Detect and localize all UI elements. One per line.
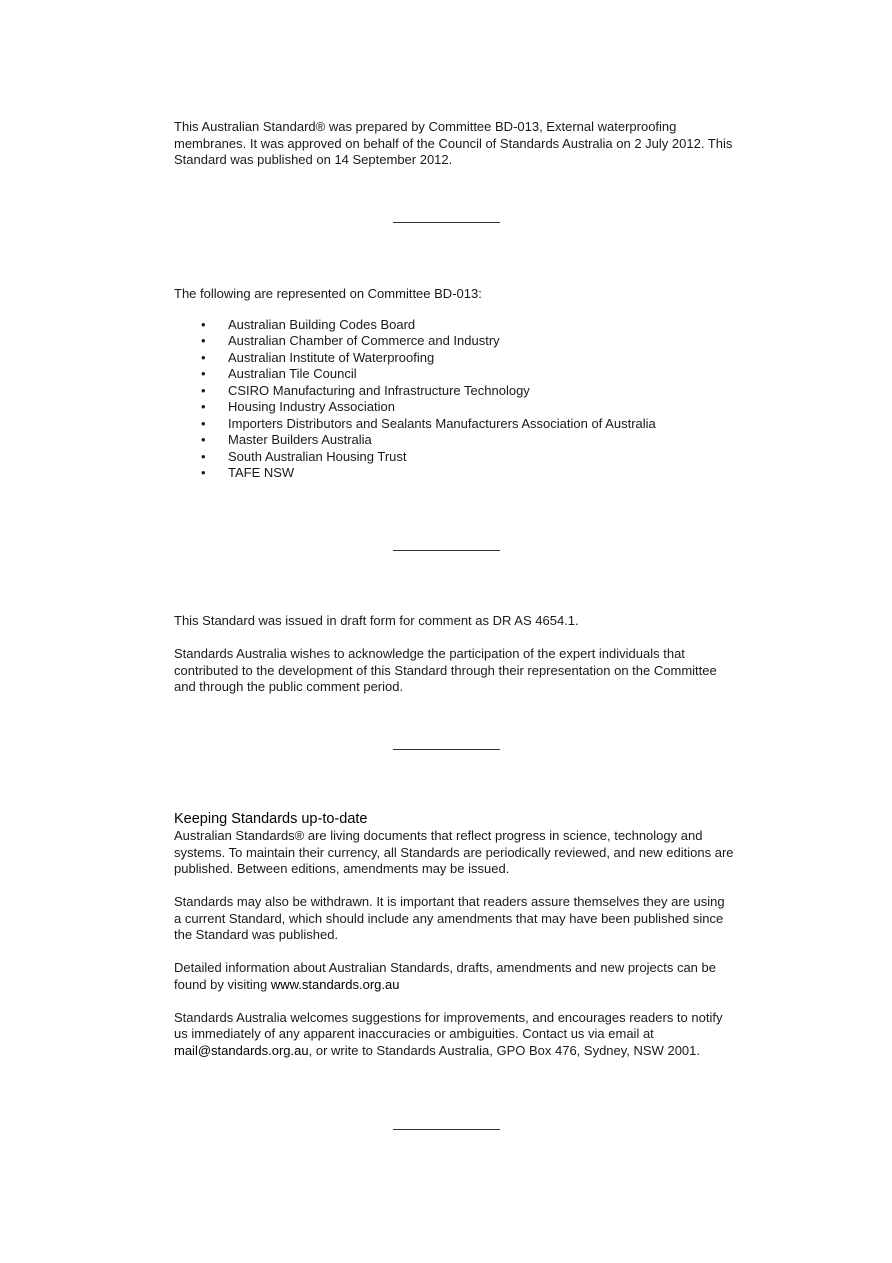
committee-member-list — [174, 317, 734, 482]
committee-section — [174, 286, 734, 482]
detailed-info-paragraph — [174, 960, 734, 993]
section-divider-3 — [393, 749, 500, 750]
bullet-icon: • — [201, 465, 206, 480]
committee-member-item — [174, 416, 734, 433]
bullet-icon: • — [201, 448, 206, 464]
section-divider-4 — [393, 1129, 500, 1130]
committee-member-name: Australian Institute of Waterproofing — [228, 349, 435, 365]
bullet-icon: • — [201, 432, 206, 447]
committee-member-item — [174, 383, 734, 400]
approval-section — [174, 119, 734, 169]
contact-email-link[interactable]: mail@standards.org.au — [174, 1042, 309, 1058]
committee-member-item — [174, 366, 734, 383]
living-documents-paragraph: Australian Standards® are living documents that reflect progress in science, technology and systems. To maintain their currency, all Standards are periodically reviewed, and new editions are published. Between editions, amendments may be issued. — [174, 828, 734, 876]
detailed-info-text: Detailed information about Australian Standards, drafts, amendments and new projects can be found by visiting — [174, 960, 716, 992]
keeping-up-to-date-heading: Keeping Standards up-to-date — [174, 811, 368, 827]
bullet-icon: • — [201, 366, 206, 381]
committee-member-name: CSIRO Manufacturing and Infrastructure Technology — [228, 382, 530, 398]
section-divider-2 — [393, 550, 500, 551]
bullet-icon: • — [201, 333, 206, 348]
committee-member-item — [174, 350, 734, 367]
draft-issued-text: This Standard was issued in draft form for comment as DR AS 4654.1. — [174, 613, 579, 628]
withdrawn-paragraph: Standards may also be withdrawn. It is important that readers assure themselves they are using a current Standard, which should include any amendments that may have been published since the Standard was published. — [174, 894, 725, 942]
bullet-icon: • — [201, 316, 206, 332]
committee-member-name: Australian Building Codes Board — [228, 316, 416, 332]
suggestions-paragraph — [174, 1010, 734, 1060]
committee-member-item — [174, 333, 734, 350]
committee-member-name: Housing Industry Association — [228, 399, 395, 414]
committee-member-item — [174, 399, 734, 416]
bullet-icon: • — [201, 349, 206, 365]
committee-member-item — [174, 465, 734, 482]
keeping-up-to-date-section — [174, 811, 734, 1059]
committee-member-item — [174, 317, 734, 334]
committee-intro: The following are represented on Committee BD-013: — [174, 286, 482, 301]
section-divider-1 — [393, 222, 500, 223]
committee-member-item — [174, 449, 734, 466]
bullet-icon: • — [201, 415, 206, 431]
committee-member-item — [174, 432, 734, 449]
bullet-icon: • — [201, 399, 206, 414]
draft-section — [174, 613, 734, 696]
acknowledgement-paragraph: Standards Australia wishes to acknowledge the participation of the expert individuals that contributed to the development of this Standard through their representation on the Committee and through the public comment period. — [174, 646, 717, 694]
postal-address-text: , or write to Standards Australia, GPO Box 476, Sydney, NSW 2001. — [308, 1042, 700, 1058]
committee-member-name: Australian Tile Council — [228, 366, 357, 381]
suggestions-text: Standards Australia welcomes suggestions for improvements, and encourages readers to notify us immediately of any apparent inaccuracies or ambiguities. Contact us via email at — [174, 1009, 723, 1041]
standards-website-link[interactable]: www.standards.org.au — [270, 976, 400, 992]
committee-member-name: Importers Distributors and Sealants Manufacturers Association of Australia — [228, 415, 656, 431]
approval-paragraph: This Australian Standard® was prepared by Committee BD-013, External waterproofing membranes. It was approved on behalf of the Council of Standards Australia on 2 July 2012. This Standard was published on 14 September 2012. — [174, 119, 733, 167]
bullet-icon: • — [201, 382, 206, 398]
committee-member-name: TAFE NSW — [228, 465, 295, 480]
committee-member-name: South Australian Housing Trust — [228, 448, 407, 464]
committee-member-name: Australian Chamber of Commerce and Industry — [228, 333, 500, 348]
committee-member-name: Master Builders Australia — [228, 432, 372, 447]
